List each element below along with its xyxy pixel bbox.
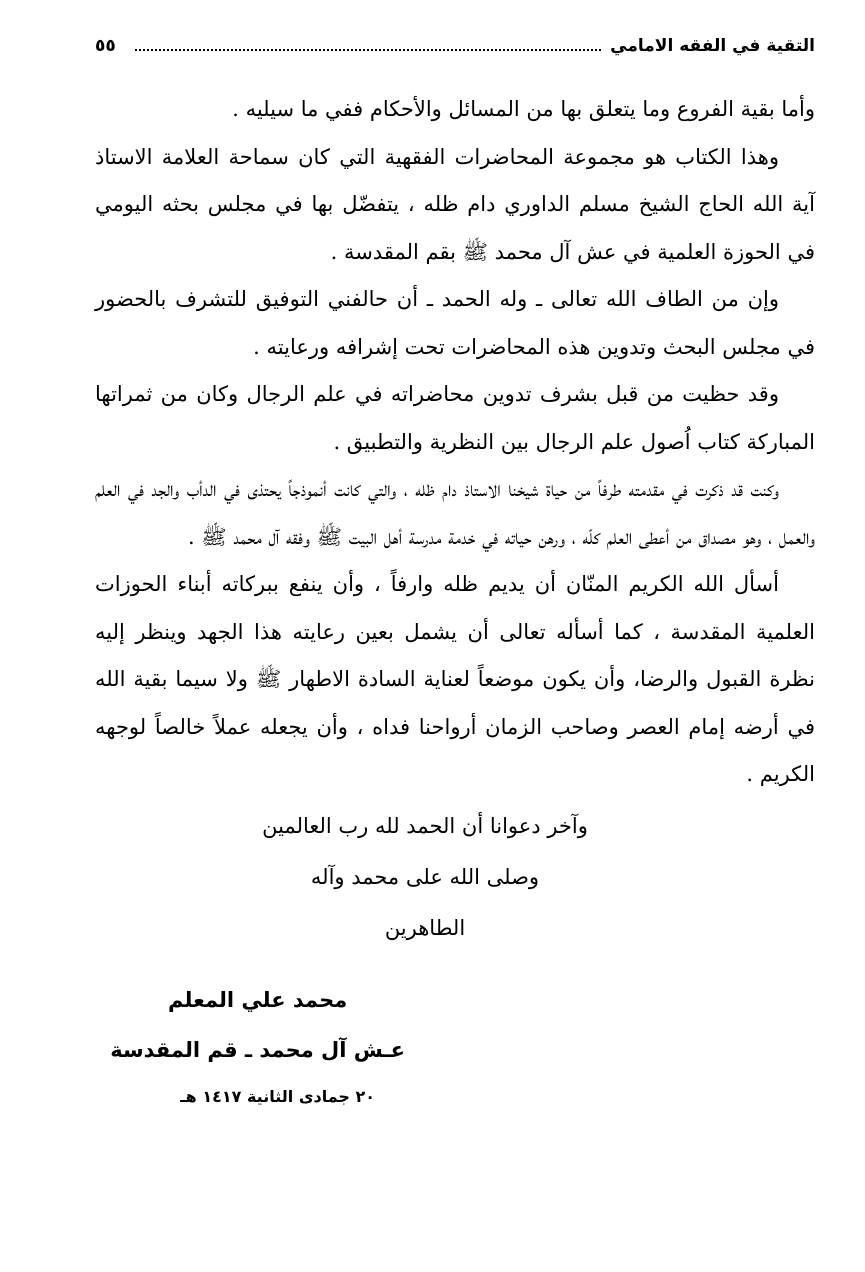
closing-line-1: وآخر دعوانا أن الحمد لله رب العالمين xyxy=(262,813,588,838)
paragraph-previous-work: وقد حظيت من قبل بشرف تدوين محاضراته في علم الرجال وكان من ثمراتها المباركة كتاب اُصول علم الرجال بين النظرية والتطبيق . xyxy=(95,382,815,454)
dotted-leader xyxy=(135,49,645,51)
paragraph-book-description: وهذا الكتاب هو مجموعة المحاضرات الفقهية التي كان سماحة العلامة الاستاذ آية الله الحاج الشيخ مسلم الداوري دام ظله ، يتفضّل بها في مجلس بحثه اليومي في الحوزة العلمية في عش آل محمد ﷺ بقم المقدسة . xyxy=(95,144,815,264)
closing-line-3: الطاهرين xyxy=(384,915,466,940)
paragraph-prayer: أسأل الله الكريم المنّان أن يديم ظله وارفاً ، وأن ينفع ببركاته أبناء الحوزات العلمية المقدسة ، كما أسأله تعالى أن يشمل بعين رعايته هذا الجهد وينظر إليه نظرة القبول والرضا، وأن يكون موضعاً لعناية السادة الاطهار ﷺ ولا سيما بقية الله في أرضه إمام العصر وصاحب الزمان أرواحنا فداه ، وأن يجعله عملاً خالصاً لوجهه الكريم . xyxy=(95,572,815,786)
closing-line-2: وصلى الله على محمد وآله xyxy=(310,864,540,889)
signature-date: ٢٠ جمادى الثانية ١٤١٧ هـ xyxy=(180,1087,376,1106)
body-text xyxy=(95,86,815,799)
paragraph-remaining-topics: وأما بقية الفروع وما يتعلق بها من المسائل والأحكام ففي ما سيليه . xyxy=(232,97,815,121)
paragraph-attendance: وإن من الطاف الله تعالى ـ وله الحمد ـ أن حالفني التوفيق للتشرف بالحضور في مجلس البحث وتدوين هذه المحاضرات تحت إشرافه ورعايته . xyxy=(95,287,815,359)
author-name: محمد علي المعلم xyxy=(168,988,348,1012)
closing-supplication xyxy=(95,801,815,954)
paragraph-introduction-note: وكنت قد ذكرت في مقدمته طرفاً من حياة شيخنا الاستاذ دام ظله ، والتي كانت أنموذجاً يحتذى في الدأب والجد في العلم والعمل ، وهو مصداق من أعطى العلم كلّه ، ورهن حياته في خدمة مدرسة أهل البيت ﷺ وفقه آل محمد ﷺ . xyxy=(95,477,815,549)
page-number: ٥٥ xyxy=(95,28,124,64)
author-signature xyxy=(110,975,405,1119)
running-title: التقية في الفقه الامامي xyxy=(602,28,815,64)
author-place: عـش آل محمد ـ قم المقدسة xyxy=(110,1038,405,1062)
running-head xyxy=(95,28,815,64)
